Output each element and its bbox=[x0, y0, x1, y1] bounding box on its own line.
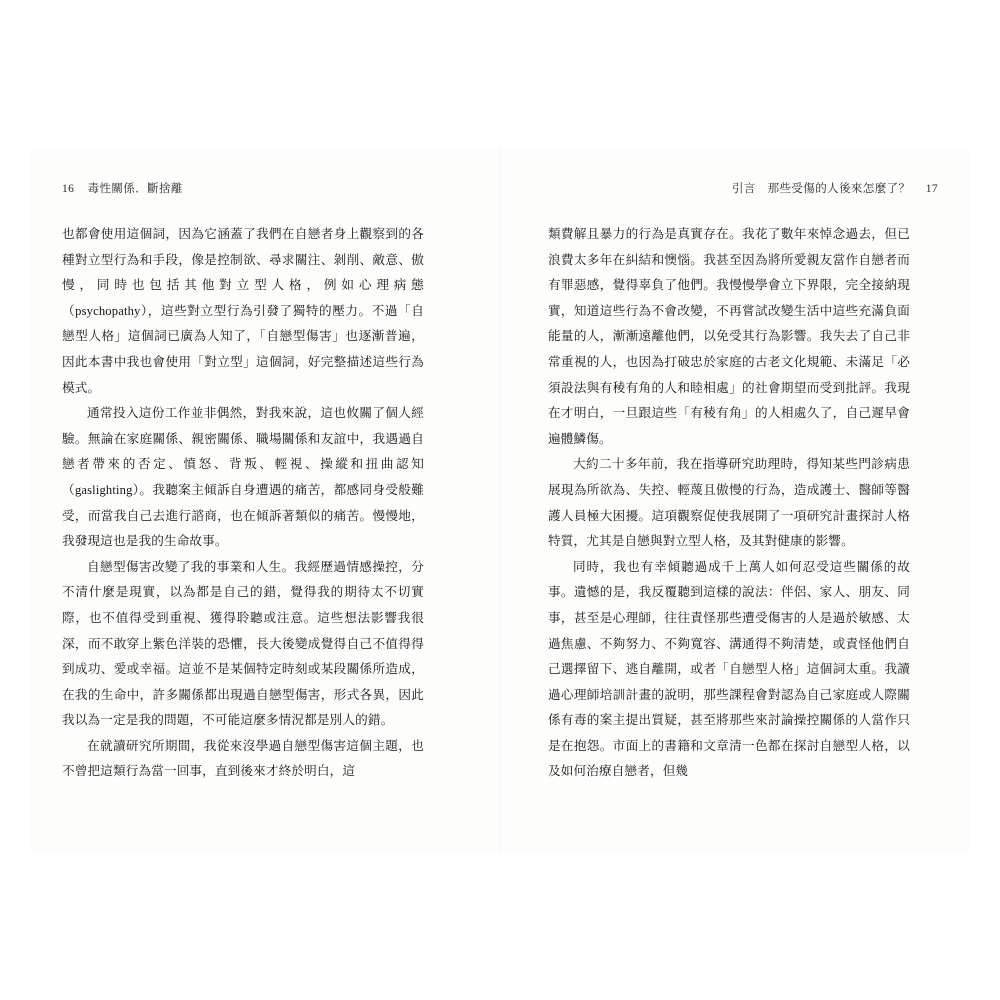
page-number-left: 16 bbox=[62, 183, 75, 195]
running-head-title-right: 引言 那些受傷的人後來怎麼了？ bbox=[731, 183, 911, 195]
running-head-right bbox=[532, 180, 938, 196]
page-left bbox=[30, 148, 500, 853]
paragraph: 也都會使用這個詞，因為它涵蓋了我們在自戀者身上觀察到的各種對立型行為和手段，像是控制欲、尋求關注、剝削、敵意、傲慢，同時也包括其他對立型人格，例如心理病態（psychopathy），這些對立型行為引發了獨特的壓力。不過「自戀型人格」這個詞已廣為人知了，「自戀型傷害」也逐漸普遍，因此本書中我也會使用「對立型」這個詞，好完整描述這些行為模式。 bbox=[62, 227, 424, 395]
page-right bbox=[500, 148, 970, 853]
body-text-left bbox=[62, 222, 424, 785]
paragraph: 同時，我也有幸傾聽過成千上萬人如何忍受這些關係的故事。遺憾的是，我反覆聽到這樣的說法：伴侶、家人、朋友、同事，甚至是心理師，往往責怪那些遭受傷害的人是過於敏感、太過焦慮、不夠努力、不夠寬容、溝通得不夠清楚，或責怪他們自己選擇留下、逃自離開，或者「自戀型人格」這個詞太重。我讀過心理師培訓計畫的說明，那些課程會對認為自己家庭或人際關係有毒的案主提出質疑，甚至將那些來討論操控關係的人當作只是在抱怨。市面上的書籍和文章清一色都在探討自戀型人格，以及如何治療自戀者，但幾 bbox=[548, 559, 910, 779]
paragraph: 在就讀研究所期間，我從來沒學過自戀型傷害這個主題，也不曾把這類行為當一回事，直到後來才終於明白，這 bbox=[62, 738, 424, 779]
paragraph: 自戀型傷害改變了我的事業和人生。我經歷過情感操控，分不清什麼是現實，以為都是自己的錯，覺得我的期待太不切實際，也不值得受到重視、獲得聆聽或注意。這些想法影響我很深，而不敢穿上紫色洋裝的恐懼，長大後變成覺得自己不值得得到成功、愛或幸福。這並不是某個特定時刻或某段關係所造成，在我的生命中，許多關係都出現過自戀型傷害，形式各異，因此我以為一定是我的問題，不可能這麼多情況都是別人的錯。 bbox=[62, 559, 424, 728]
paragraph: 通常投入這份工作並非偶然，對我來說，這也攸關了個人經驗。無論在家庭關係、親密關係、職場關係和友誼中，我遇過自戀者帶來的否定、憤怒、背叛、輕視、操縱和扭曲認知（gaslighting）。我聽案主傾訴自身遭遇的痛苦，都感同身受般難受，而當我自己去進行諮商，也在傾訴著類似的痛苦。慢慢地，我發現這也是我的生命故事。 bbox=[62, 406, 424, 549]
page-number-right: 17 bbox=[925, 183, 938, 195]
paragraph: 大約二十多年前，我在指導研究助理時，得知某些門診病患展現為所欲為、失控、輕蔑且傲慢的行為，造成護士、醫師等醫護人員極大困擾。這項觀察促使我展開了一項研究計畫探討人格特質，尤其是自戀與對立型人格，及其對健康的影響。 bbox=[548, 457, 910, 549]
paragraph: 類費解且暴力的行為是真實存在。我花了數年來悼念過去，但已浪費太多年在糾結和懊惱。我甚至因為將所愛親友當作自戀者而有罪惡感，覺得辜負了他們。我慢慢學會立下界限，完全接納現實，知道這些行為不會改變，不再嘗試改變生活中這些充滿負面能量的人，漸漸遠離他們，以免受其行為影響。我失去了自己非常重視的人，也因為打破忠於家庭的古老文化規範、未滿足「必須設法與有稜有角的人和睦相處」的社會期望而受到批評。我現在才明白，一旦跟這些「有稜有角」的人相處久了，自己遲早會遍體鱗傷。 bbox=[548, 227, 910, 446]
running-head-left bbox=[62, 180, 468, 196]
running-head-title-left: 毒性關係．斷捨離 bbox=[87, 183, 183, 195]
body-text-right bbox=[548, 222, 910, 785]
paper-surface bbox=[30, 148, 970, 853]
